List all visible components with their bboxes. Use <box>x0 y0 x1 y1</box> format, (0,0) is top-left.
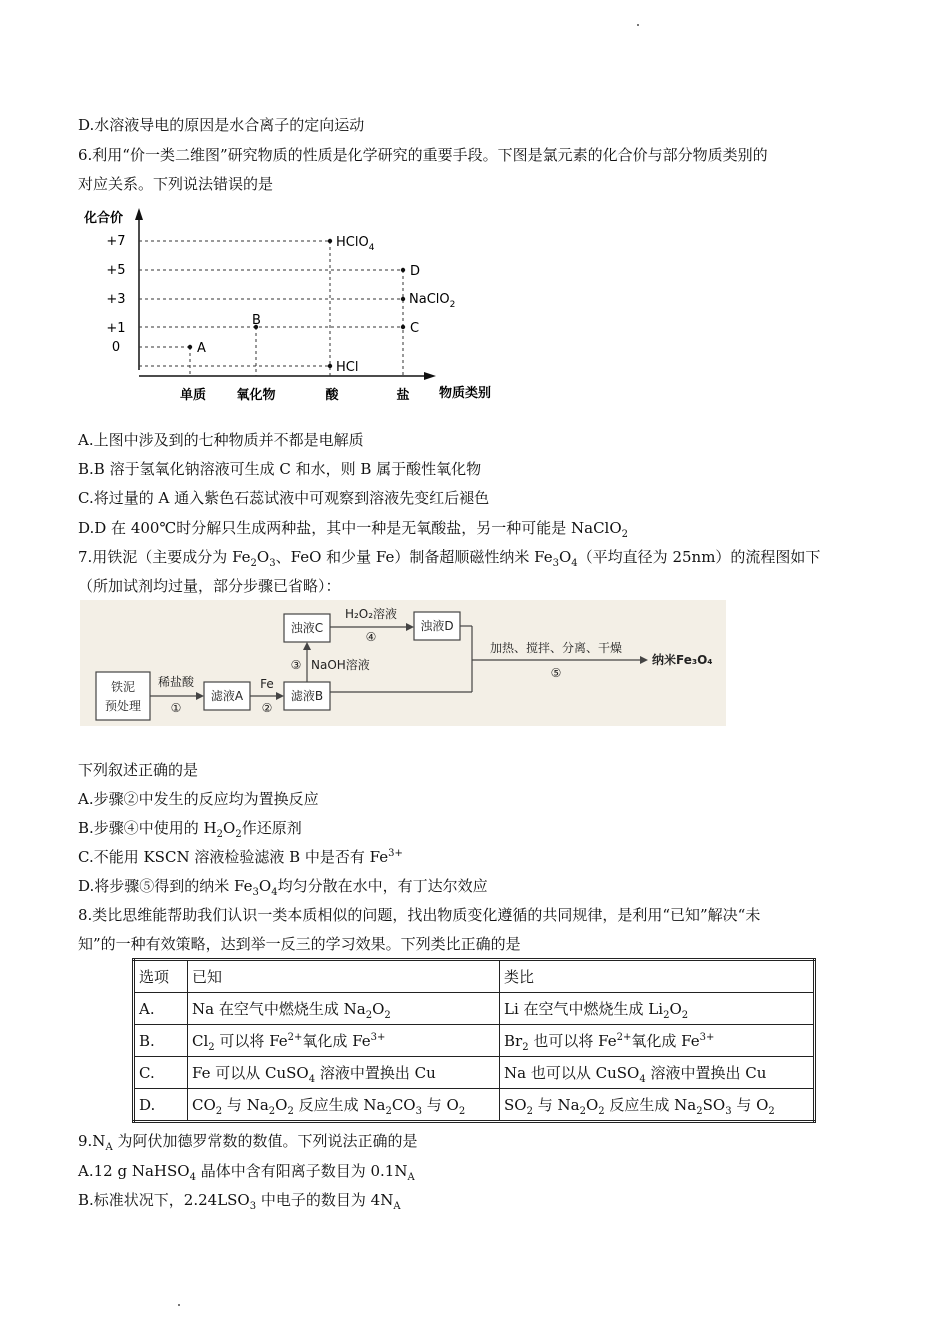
q7-option-b: B.步骤④中使用的 $H_2O_2$作还原剂 <box>78 819 302 840</box>
cell-option: B. <box>134 1025 188 1057</box>
cell-known: Fe 可以从 CuSO$_4$ 溶液中置换出 Cu <box>188 1057 500 1089</box>
q7-option-c: C.不能用 KSCN 溶液检验滤液 B 中是否有 $Fe^{3+}$ <box>78 848 403 866</box>
q7-stem-line2: （所加试剂均过量，部分步骤已省略）： <box>78 577 341 595</box>
cell-analogy: Na 也可以从 CuSO$_4$ 溶液中置换出 Cu <box>500 1057 815 1089</box>
step5-reagent: 加热、搅拌、分离、干燥 <box>489 641 623 655</box>
q9-stem: $9.N_A$ 为阿伏加德罗常数的数值。下列说法正确的是 <box>78 1132 418 1153</box>
ytick-plus3: +3 <box>106 292 126 307</box>
valence-class-chart <box>80 200 520 410</box>
point-hcl-label: HCl <box>336 360 359 375</box>
point-hclo4-label: HClO$_4$ <box>336 235 375 253</box>
process-flowchart <box>80 600 726 726</box>
point-a <box>188 345 192 349</box>
ytick-plus7: +7 <box>106 234 126 249</box>
header-analogy: 类比 <box>500 960 815 993</box>
q7-option-a: A.步骤②中发生的反应均为置换反应 <box>78 790 319 808</box>
ytick-plus5: +5 <box>106 263 126 278</box>
cell-option: A. <box>134 993 188 1025</box>
q6-option-d: D.D 在 400℃时分解只生成两种盐，其中一种是无氧酸盐，另一种可能是 NaClO$_2$ <box>78 519 629 540</box>
q6-stem-line1: 6.利用“价一类二维图”研究物质的性质是化学研究的重要手段。下图是氯元素的化合价与部分物质类别的 <box>78 146 768 164</box>
step3-reagent: NaOH溶液 <box>311 658 370 672</box>
box-iron-sludge-line2: 预处理 <box>104 699 142 713</box>
point-d <box>401 268 405 272</box>
analogy-table <box>132 958 816 1123</box>
category-acid: 酸 <box>325 388 339 403</box>
point-d-label: D <box>410 264 421 279</box>
step4-number: ④ <box>365 630 377 644</box>
q9-option-b: B.标准状况下，$2.24LSO_3$ 中电子的数目为 $4N_A$ <box>78 1191 401 1212</box>
ytick-plus1: +1 <box>106 321 126 336</box>
v-gridlines <box>190 241 403 376</box>
step2-number: ② <box>261 701 273 715</box>
h-gridlines <box>139 241 403 366</box>
product-label: 纳米Fe₃O₄ <box>652 653 713 667</box>
point-c-label: C <box>410 321 420 336</box>
q6-option-c: C.将过量的 A 通入紫色石蕊试液中可观察到溶液先变红后褪色 <box>78 489 490 507</box>
table-header-row <box>134 960 815 993</box>
point-naclo2-label: NaClO$_2$ <box>409 292 456 310</box>
box-turbid-c-label: 浊液C <box>290 621 324 635</box>
cell-known: $Cl_2$ 可以将 $Fe^{2+}$氧化成 $Fe^{3+}$ <box>188 1025 500 1057</box>
q6-option-b: B.B 溶于氢氧化钠溶液可生成 C 和水，则 B 属于酸性氧化物 <box>78 460 482 478</box>
point-naclo2 <box>401 297 405 301</box>
cell-known: Na 在空气中燃烧生成 $Na_2O_2$ <box>188 993 500 1025</box>
q7-lead: 下列叙述正确的是 <box>78 761 199 779</box>
cell-analogy: $Br_2$ 也可以将 $Fe^{2+}$氧化成 $Fe^{3+}$ <box>500 1025 815 1057</box>
cell-analogy: Li 在空气中燃烧生成 $Li_2O_2$ <box>500 993 815 1025</box>
table-row <box>134 993 815 1025</box>
box-turbid-d-label: 浊液D <box>420 619 454 633</box>
step2-reagent: Fe <box>260 677 274 691</box>
q7-option-d: D.将步骤⑤得到的纳米 $Fe_3O_4$均匀分散在水中，有丁达尔效应 <box>78 877 488 898</box>
category-salt: 盐 <box>396 388 410 403</box>
header-known: 已知 <box>188 960 500 993</box>
step1-number: ① <box>170 701 182 715</box>
cell-known: $CO_2$ 与 $Na_2O_2$ 反应生成 $Na_2CO_3$ 与 $O_2$ <box>188 1089 500 1122</box>
q7-stem-line1: 7.用铁泥（主要成分为 $Fe_2O_3$、FeO 和少量 Fe）制备超顺磁性纳米 $Fe_3O_4$（平均直径为 25nm）的流程图如下 <box>78 548 821 569</box>
point-c <box>401 325 405 329</box>
q8-stem-line2: 知”的一种有效策略，达到举一反三的学习效果。下列类比正确的是 <box>78 935 521 953</box>
cell-option: C. <box>134 1057 188 1089</box>
table-row <box>134 1057 815 1089</box>
y-axis-label: 化合价 <box>84 211 124 226</box>
scan-speck <box>637 24 639 26</box>
step1-reagent: 稀盐酸 <box>157 675 195 689</box>
cell-analogy: $SO_2$ 与 $Na_2O_2$ 反应生成 $Na_2SO_3$ 与 $O_2$ <box>500 1089 815 1122</box>
header-option: 选项 <box>134 960 188 993</box>
table-row <box>134 1089 815 1122</box>
cell-option: D. <box>134 1089 188 1122</box>
ytick-zero: 0 <box>111 340 121 355</box>
table-row <box>134 1025 815 1057</box>
x-axis-arrow <box>424 372 436 380</box>
box-iron-sludge-line1: 铁泥 <box>110 680 136 694</box>
y-axis-arrow <box>135 208 143 220</box>
point-hcl <box>328 364 332 368</box>
step5-number: ⑤ <box>550 666 562 680</box>
box-filtrate-a-label: 滤液A <box>210 689 244 703</box>
category-elemental: 单质 <box>179 388 207 403</box>
x-axis-label: 物质类别 <box>438 386 492 401</box>
point-hclo4 <box>328 239 332 243</box>
category-oxide: 氧化物 <box>236 388 276 403</box>
step4-reagent: H₂O₂溶液 <box>344 607 398 621</box>
point-b-label: B <box>252 313 261 328</box>
q9-option-a: A.12 g NaHSO$_4$ 晶体中含有阳离子数目为 $0.1N_A$ <box>78 1162 415 1183</box>
box-filtrate-b-label: 滤液B <box>290 689 324 703</box>
q6-option-a: A.上图中涉及到的七种物质并不都是电解质 <box>78 431 364 449</box>
q6-stem-line2: 对应关系。下列说法错误的是 <box>78 175 274 193</box>
scan-speck <box>178 1304 180 1306</box>
step3-number: ③ <box>290 658 302 672</box>
q5-option-d: D.水溶液导电的原因是水合离子的定向运动 <box>78 116 365 134</box>
q8-stem-line1: 8.类比思维能帮助我们认识一类本质相似的问题，找出物质变化遵循的共同规律，是利用“已知”解决“未 <box>78 906 761 924</box>
point-a-label: A <box>197 341 206 356</box>
